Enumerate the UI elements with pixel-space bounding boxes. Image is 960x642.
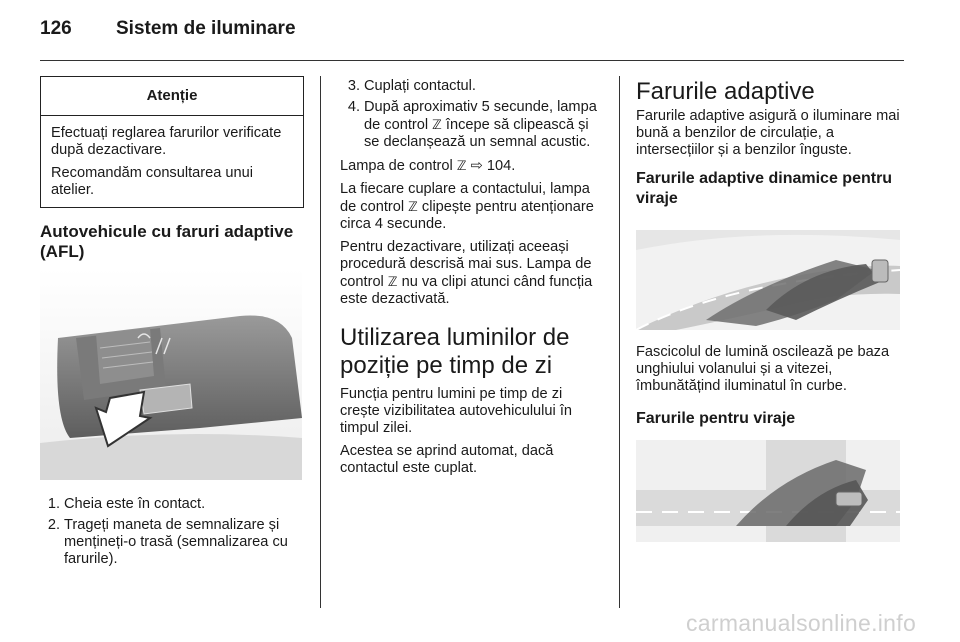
warning-title: Atenție: [41, 77, 303, 116]
header-rule: [40, 60, 904, 61]
warning-box: [40, 76, 304, 208]
dynamic-text: Fascicolul de lumină oscilează pe baza unghiului volanului și a vitezei, îmbunătățind iluminatul în curbe.: [636, 344, 890, 394]
cornering-illustration: [636, 440, 900, 542]
col1-steps: [40, 496, 308, 572]
headlamp-control-icon: ℤ: [387, 274, 398, 289]
col3-bottom: [636, 344, 904, 429]
drl-paragraph-1: Funcția pentru lumini pe timp de zi crește vizibilitatea autovehiculului în timpul zilei.: [340, 386, 573, 436]
step-3: 3. Cuplați contactul.: [347, 78, 476, 94]
control-lamp-ref: Lampa de control ℤ ⇨ 104.: [340, 158, 516, 174]
chapter-title: Sistem de iluminare: [116, 18, 296, 39]
cornering-subtitle: Farurile pentru viraje: [636, 410, 796, 427]
adaptive-title: Farurile adaptive: [636, 78, 815, 105]
page-reference-icon: ⇨: [470, 158, 483, 174]
lever-illustration: [40, 268, 302, 480]
afl-heading: Autovehicule cu faruri adaptive (AFL): [40, 222, 294, 261]
dynamic-subtitle: Farurile adaptive dinamice pentru viraje: [636, 170, 893, 207]
warning-text-1: Efectuați reglarea farurilor verificate după dezactivare.: [51, 125, 282, 158]
warning-text-2: Recomandăm consultarea unui atelier.: [51, 165, 253, 198]
headlamp-control-icon: ℤ: [432, 117, 442, 132]
step-4: 4. După aproximativ 5 secunde, lampa de control ℤ începe să clipească și se declanșează un semnal acustic.: [347, 99, 597, 150]
paragraph-deactivate: Pentru dezactivare, utilizați aceeași procedură descrisă mai sus. Lampa de control ℤ nu va clipi atunci când funcția este dezactivată.: [340, 239, 593, 307]
drl-section-title: Utilizarea luminilor de poziție pe timp de zi: [340, 324, 570, 379]
column-divider-2: [619, 76, 620, 608]
adaptive-intro: Farurile adaptive asigură o iluminare mai bună a benzilor de circulație, a intersecțiilor și a benzilor înguste.: [636, 108, 900, 158]
drl-paragraph-2: Acestea se aprind automat, dacă contactul este cuplat.: [340, 443, 554, 476]
watermark: carmanualsonline.info: [686, 610, 917, 636]
page-number: 126: [40, 18, 72, 39]
headlamp-control-icon: ℤ: [456, 158, 467, 173]
col2: [340, 78, 600, 483]
step-1: 1. Cheia este în contact.: [47, 496, 206, 512]
paragraph-blink: La fiecare cuplare a contactului, lampa de control ℤ clipește pentru atenționare circa 4 secunde.: [340, 181, 594, 232]
column-divider-1: [320, 76, 321, 608]
dynamic-bend-illustration: [636, 230, 900, 330]
page-header: [40, 18, 296, 40]
headlamp-control-icon: ℤ: [408, 199, 418, 214]
col3-top: [636, 78, 904, 209]
step-2: 2. Trageți maneta de semnalizare și mențineți-o trasă (semnalizarea cu farurile).: [47, 517, 288, 567]
afl-heading-block: [40, 222, 306, 262]
